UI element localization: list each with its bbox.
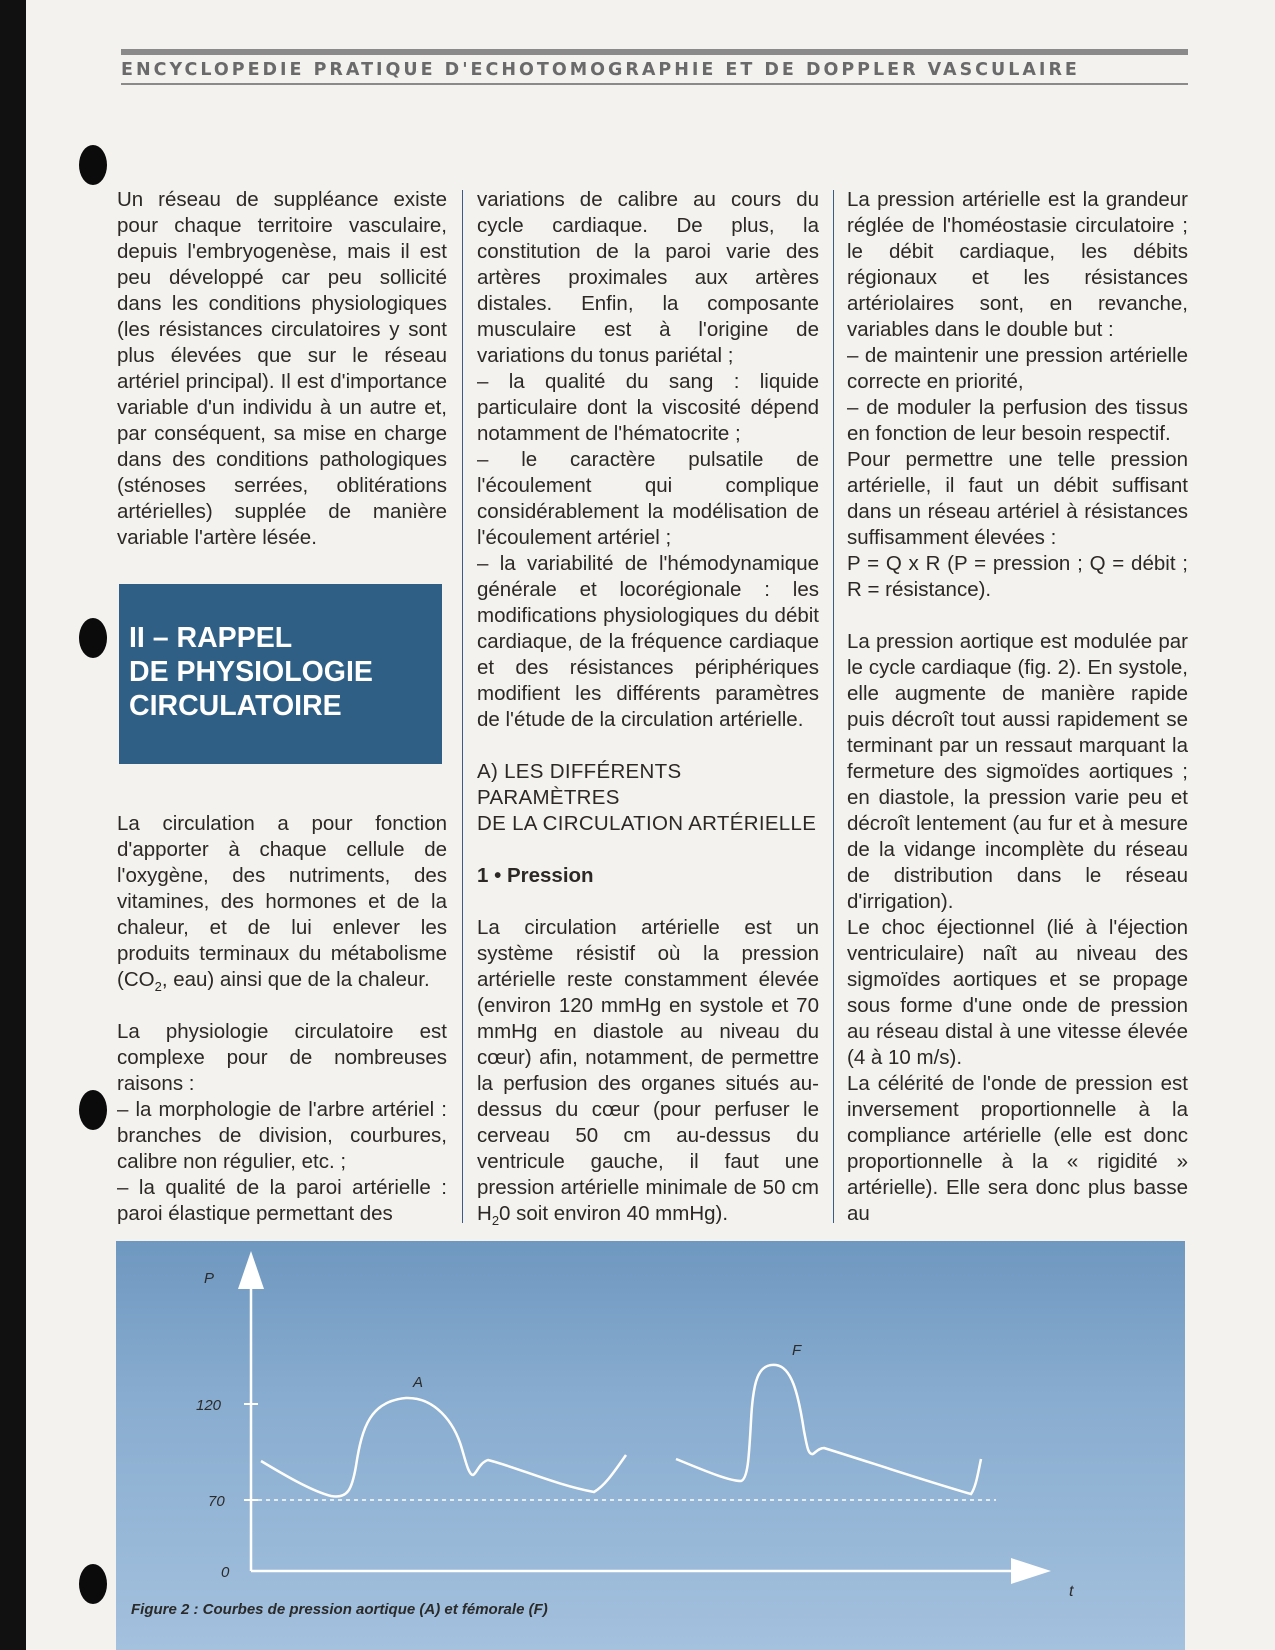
paragraph: La célérité de l'onde de pression est inversement proportionnelle à la compliance artérielle (elle est donc proportionnelle à la « rigidité » artérielle). Elle sera donc plus basse au [847,1072,1188,1225]
section-title-line-1: II – RAPPEL [129,622,293,654]
paragraph: La pression aortique est modulée par le cycle cardiaque (fig. 2). En systole, elle augmente de manière rapide puis décroît tout aussi rapidement se terminant par un ressaut marquant la fermeture des sigmoïdes aortiques ; en diastole, la pression varie peu et décroît lentement (au fur et à mesure de la vidange incomplète du réseau de distribution dans le réseau d'irrigation). [847,630,1188,913]
running-header: ENCYCLOPEDIE PRATIQUE D'ECHOTOMOGRAPHIE ET DE DOPPLER VASCULAIRE [121,60,1080,80]
punch-hole-3 [79,1090,107,1130]
punch-hole-4 [79,1564,107,1604]
curve-aortic-a [261,1398,626,1497]
formula: P = Q x R (P = pression ; Q = débit ; R = résistance). [847,552,1188,601]
tick-label-0: 0 [221,1564,230,1581]
subscript: 2 [491,1213,500,1229]
paragraph [477,915,819,1227]
y-axis-arrow [238,1251,264,1289]
paragraph: Le choc éjectionnel (lié à l'éjection ventriculaire) naît au niveau des sigmoïdes aortiques et se propage sous forme d'une onde de pression au réseau distal à une vitesse élevée (4 à 10 m/s). [847,916,1188,1069]
section-title-line-3: CIRCULATOIRE [129,690,342,722]
curve-label-f: F [792,1342,802,1359]
paragraph: variations de calibre au cours du cycle cardiaque. De plus, la constitution de la paroi varie des artères proximales aux artères distales. Enfin, la composante musculaire est à l'origine de variations du tonus pariétal ; [477,188,819,367]
figure-caption: Figure 2 : Courbes de pression aortique (A) et fémorale (F) [131,1601,548,1618]
list-item: – la qualité du sang : liquide particulaire dont la viscosité dépend notamment de l'hématocrite ; [477,370,819,445]
curve-femoral-f [676,1365,981,1494]
header-bottom-rule [121,83,1188,85]
subscript: 2 [154,979,162,995]
curve-label-a: A [413,1374,424,1391]
subsection-heading-line-2: DE LA CIRCULATION ARTÉRIELLE [477,812,817,835]
list-item: – la qualité de la paroi artérielle : paroi élastique permettant des [117,1176,447,1225]
column-divider [833,190,834,1223]
list-item: – la variabilité de l'hémodynamique générale et locorégionale : les modifications physiologiques du débit cardiaque, de la fréquence cardiaque et des résistances périphériques modifient les différents paramètres de l'étude de la circulation artérielle. [477,552,819,731]
paragraph-text-a: La circulation a pour fonction d'apporter à chaque cellule de l'oxygène, des nutriments, des vitamines, des hormones et de la chaleur, et de lui enlever les produits terminaux du métabolisme (CO [117,812,447,991]
list-item: – de moduler la perfusion des tissus en fonction de leur besoin respectif. [847,396,1188,445]
list-item: – de maintenir une pression artérielle correcte en priorité, [847,344,1188,393]
column-1-lower [117,811,447,1227]
punch-hole-2 [79,618,107,658]
y-axis-label: P [204,1270,215,1287]
column-divider [462,190,463,1223]
figure-pressure-curves [116,1241,1185,1650]
paragraph: La physiologie circulatoire est complexe pour de nombreuses raisons : [117,1020,447,1095]
paragraph-text-a: La circulation artérielle est un système résistif où la pression artérielle reste constamment élevée (environ 120 mmHg en systole et 70 mmHg en diastole au niveau du cœur) afin, notamment, de permettre la perfusion des organes situés au-dessus du cœur (pour perfuser le cerveau 50 cm au-dessus du ventricule gauche, il faut une pression artérielle minimale de 50 cm H [477,916,819,1225]
paragraph [117,811,447,993]
column-2 [477,187,819,1227]
figure-plot [116,1241,1185,1650]
column-1 [117,187,447,577]
subsection-heading [477,759,819,837]
x-axis-arrow [1011,1558,1051,1584]
tick-label-120: 120 [196,1397,222,1414]
x-axis-label: t [1069,1583,1074,1600]
section-heading-box [119,584,442,764]
paragraph-text-b: , eau) ainsi que de la chaleur. [161,968,430,991]
list-item: – le caractère pulsatile de l'écoulement qui complique considérablement la modélisation de l'écoulement artériel ; [477,448,819,549]
paragraph-text-b: 0 soit environ 40 mmHg). [499,1202,729,1225]
paragraph: Pour permettre une telle pression artérielle, il faut un débit suffisant dans un réseau artériel à résistances suffisamment élevées : [847,448,1188,549]
punch-hole-1 [79,145,107,185]
binder-edge [0,0,26,1650]
list-item: – la morphologie de l'arbre artériel : branches de division, courbures, calibre non régulier, etc. ; [117,1098,447,1173]
tick-label-70: 70 [208,1493,225,1510]
section-title-line-2: DE PHYSIOLOGIE [129,656,373,688]
pressure-heading: 1 • Pression [477,864,594,887]
subsection-heading-line-1: A) LES DIFFÉRENTS PARAMÈTRES [477,760,682,809]
column-3 [847,187,1188,1227]
paragraph: La pression artérielle est la grandeur réglée de l'homéostasie circulatoire ; le débit cardiaque, les débits régionaux et les résistances artériolaires sont, en revanche, variables dans le double but : [847,188,1188,341]
paragraph: Un réseau de suppléance existe pour chaque territoire vasculaire, depuis l'embryogenèse, mais il est peu développé car peu sollicité dans les conditions physiologiques (les résistances circulatoires y sont plus élevées que sur le réseau artériel principal). Il est d'importance variable d'un individu à un autre et, par conséquent, sa mise en charge dans des conditions pathologiques (sténoses serrées, oblitérations artérielles) supplée de manière variable l'artère lésée. [117,188,447,549]
header-top-rule [121,49,1188,55]
